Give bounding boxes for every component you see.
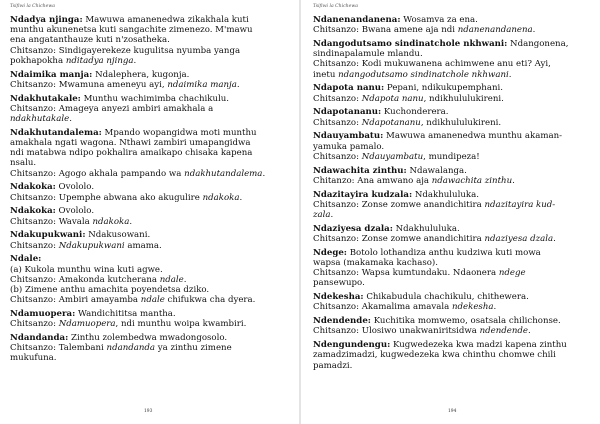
dictionary-entry — [313, 107, 593, 127]
dictionary-entry — [313, 166, 593, 186]
entry-text: Chitsanzo: Kodi mukuwanena achimwene anu eti? Ayi, — [313, 59, 551, 70]
entry-line — [10, 138, 290, 148]
entry-first-line — [10, 309, 290, 319]
entry-text: Zinthu zolembedwa mwadongosolo. — [68, 333, 228, 344]
headword: Ndale: — [10, 254, 42, 265]
example-term: ndekesha — [452, 302, 494, 313]
entry-line — [313, 258, 593, 268]
dictionary-entry — [10, 206, 290, 226]
dictionary-entry — [313, 316, 593, 336]
entry-text: Kuchitika momwemo, osatsala chilichonse. — [370, 316, 561, 327]
example-term: ndandanda — [106, 343, 156, 354]
entry-line — [10, 148, 290, 158]
entry-first-line — [10, 94, 290, 104]
entry-line — [313, 49, 593, 59]
running-head: Tsifiwi la Chichewa — [313, 4, 359, 9]
headword: Ndakupukwani: — [10, 230, 86, 241]
entry-line — [10, 169, 290, 179]
entry-text: Chitsanzo: Zonse zomwe anandichitira — [313, 234, 485, 245]
entry-text: . — [236, 79, 240, 90]
entry-line — [10, 285, 290, 295]
entry-text: Chitsanzo: — [10, 240, 59, 251]
entry-text: munthu akunenetsa kuti sangachite zimenezo. M'mawu — [10, 25, 253, 36]
entry-first-line — [10, 182, 290, 192]
entry-line — [10, 35, 290, 45]
entry-line — [10, 217, 290, 227]
example-term: ndakoka — [202, 192, 240, 203]
entry-text: . — [183, 274, 187, 285]
entry-line — [313, 25, 593, 35]
entry-first-line — [10, 254, 290, 264]
entry-line — [313, 59, 593, 69]
entry-text: mukufuna. — [10, 353, 57, 364]
entry-first-line — [313, 340, 593, 350]
entry-text: . — [133, 55, 137, 66]
entry-line — [10, 343, 290, 353]
dictionary-entry — [313, 83, 593, 103]
example-term: Ndapota nanu — [361, 93, 424, 104]
entry-line — [313, 234, 593, 244]
entry-line — [313, 70, 593, 80]
entry-first-line — [10, 206, 290, 216]
dictionary-entry — [10, 254, 290, 305]
headword: Ndandanda: — [10, 333, 69, 344]
entry-line — [10, 193, 290, 203]
example-term: ndakoka — [92, 216, 130, 227]
example-term: ndale — [140, 295, 165, 306]
headword: Ndakoka: — [10, 206, 56, 217]
entry-first-line — [313, 15, 593, 25]
entry-text: . — [512, 175, 515, 186]
entry-first-line — [10, 333, 290, 343]
entry-line — [10, 158, 290, 168]
dictionary-entry — [10, 70, 290, 90]
entry-text: Pepani, ndikukupemphani. — [384, 83, 503, 94]
entry-line — [10, 319, 290, 329]
entry-text: Chitsanzo: Upemphe abwana ako akugulire — [10, 192, 203, 203]
running-head: Tsifiwi la Chichewa — [10, 4, 56, 9]
example-term: zala — [313, 210, 331, 221]
entry-text: , ndikhululukireni. — [420, 117, 502, 128]
entry-text: Chitsanzo: — [10, 319, 59, 330]
headword: Ndapotananu: — [313, 107, 382, 118]
headword: Ndanenandanena: — [313, 15, 401, 25]
entry-text: Chitsanzo: Zonse zomwe anandichitira — [313, 199, 485, 210]
entry-line — [313, 361, 593, 371]
dictionary-entry — [10, 182, 290, 202]
dictionary-entry — [313, 340, 593, 371]
headword: Ndapota nanu: — [313, 83, 385, 94]
entry-text: (b) Zimene anthu amachita poyendetsa dziko. — [10, 285, 210, 296]
entry-text: , ndikhululukireni. — [423, 93, 504, 104]
dictionary-entries — [10, 15, 290, 367]
entry-text: . — [532, 25, 536, 36]
headword: Ndekesha: — [313, 292, 364, 303]
entry-text: . — [528, 326, 531, 337]
entry-text: Chitsanzo: Agogo akhala pampando wa — [10, 168, 185, 179]
entry-text: . — [508, 69, 512, 80]
example-term: ndawachita zinthu — [431, 175, 513, 186]
dictionary-entry — [10, 15, 290, 66]
entry-text: Chitsanzo: Ulosiwo unakwaniritsidwa — [313, 326, 480, 337]
example-term: ndakhutandalema — [184, 168, 263, 179]
entry-text: zamadzimadzi, kugwedezeka kwa chinthu chomwe chili — [313, 350, 556, 361]
entry-line — [313, 278, 593, 288]
entry-text: pamadzi. — [313, 360, 353, 371]
entry-line — [10, 275, 290, 285]
example-term: Ndapotananu — [361, 117, 421, 128]
entry-first-line — [313, 107, 593, 117]
entry-text: sindinapalamule mlandu. — [313, 49, 423, 60]
entry-text: chifukwa cha dyera. — [164, 295, 256, 306]
headword: Ndakhutandalema: — [10, 127, 102, 138]
entry-first-line — [313, 224, 593, 234]
headword: Ndendende: — [313, 316, 371, 327]
entry-text: Mawuwa amanenedwa zikakhala kuti — [82, 15, 249, 25]
entry-text: Ndakusowani. — [85, 230, 151, 241]
headword: Ndege: — [313, 247, 347, 258]
entry-text: ena angatanthauze kuti n'zosatheka. — [10, 35, 170, 46]
entry-text: Ndakhululuka. — [392, 223, 460, 234]
entry-text: Ndawalanga. — [406, 165, 467, 176]
entry-text: Ndakhululuka. — [412, 189, 479, 200]
example-term: ndakhutakale — [10, 114, 70, 125]
dictionary-entry — [313, 292, 593, 312]
dictionary-entry — [10, 128, 290, 179]
entry-text: Chitsanzo: Akamalima amavala — [313, 302, 452, 313]
left-page — [0, 0, 299, 424]
entry-text: Chitsanzo: Mwamuna ameneyu ayi, — [10, 79, 168, 90]
entry-text: Chitsanzo: — [313, 151, 362, 162]
entry-line — [313, 142, 593, 152]
headword: Ndadya njinga: — [10, 15, 83, 25]
entry-line — [10, 353, 290, 363]
entry-text: Chitsanzo: Ambiri amayamba — [10, 295, 141, 306]
entry-text: (a) Kukola munthu wina kuti agwe. — [10, 264, 163, 275]
entry-text: amakhala ngati wagona. Nthawi zambiri umapangidwa — [10, 138, 251, 149]
dictionary-entry — [313, 15, 593, 35]
right-page — [301, 0, 600, 424]
entry-line — [10, 25, 290, 35]
dictionary-entry — [10, 230, 290, 250]
headword: Ndaimika manja: — [10, 69, 93, 80]
entry-first-line — [313, 248, 593, 258]
entry-text: . — [69, 114, 72, 125]
entry-text: ndi matabwa ndipo pokhalira amaikapo chisaka kapena — [10, 148, 253, 159]
entry-line — [10, 104, 290, 114]
entry-text: Wandichititsa mantha. — [75, 309, 176, 320]
entry-text: Chitanzo: Ana amwano aja — [313, 175, 432, 186]
entry-line — [313, 350, 593, 360]
entry-line — [313, 176, 593, 186]
entry-text: . — [553, 234, 556, 245]
entry-text: nsalu. — [10, 158, 37, 169]
headword: Ndaziyesa dzala: — [313, 223, 393, 234]
example-term: ndaziyesa dzala — [484, 234, 554, 245]
entry-text: ya zinthu zimene — [155, 343, 232, 354]
example-term: ndangodutsamo sindinatchole nkhwani — [338, 69, 509, 80]
entry-line — [10, 265, 290, 275]
entry-first-line — [10, 128, 290, 138]
dictionary-entry — [313, 224, 593, 244]
dictionary-entry — [313, 131, 593, 162]
entry-text: Chitsanzo: Talembani — [10, 343, 107, 354]
entry-first-line — [10, 70, 290, 80]
entry-text: Chikabudula chachikulu, chithewera. — [363, 292, 529, 303]
entry-text: yamuka pamalo. — [313, 141, 385, 152]
entry-first-line — [313, 316, 593, 326]
entry-line — [313, 302, 593, 312]
entry-text: Chitsanzo: Bwana amene aja ndi — [313, 25, 458, 36]
entry-text: Chitsanzo: — [313, 93, 362, 104]
entry-line — [313, 210, 593, 220]
entry-text: . — [129, 216, 133, 227]
entry-text: inetu — [313, 69, 339, 80]
entry-text: , ndi munthu woipa kwambiri. — [115, 319, 247, 330]
entry-text: Kuchonderera. — [381, 107, 449, 118]
entry-first-line — [10, 15, 290, 25]
entry-text: Chitsanzo: Wapsa kumtundaku. Ndaonera — [313, 268, 499, 279]
entry-line — [10, 241, 290, 251]
entry-first-line — [313, 131, 593, 141]
entry-line — [313, 326, 593, 336]
entry-line — [10, 295, 290, 305]
entry-first-line — [313, 166, 593, 176]
entry-line — [10, 114, 290, 124]
entry-text: wapsa (makamaka kachaso). — [313, 258, 439, 269]
entry-line — [313, 118, 593, 128]
entry-text: . — [330, 210, 334, 221]
headword: Ndakoka: — [10, 182, 56, 193]
example-term: ndendende — [479, 326, 529, 337]
entry-text: Ndalephera, kugonja. — [92, 69, 190, 80]
entry-line — [313, 152, 593, 162]
entry-first-line — [313, 190, 593, 200]
entry-text: Ndangonena, — [507, 39, 569, 49]
example-term: ndanenandanena — [457, 25, 533, 36]
dictionary-entry — [313, 39, 593, 80]
example-term: ndaimika manja — [167, 79, 237, 90]
dictionary-entries — [313, 15, 593, 374]
entry-text: pokhapokha — [10, 55, 66, 66]
example-term: ndege — [498, 268, 526, 279]
entry-text: Wosamva za ena. — [400, 15, 478, 25]
page-number: 194 — [448, 409, 457, 414]
entry-text: Mawuwa amanenedwa munthu akaman- — [383, 131, 563, 142]
headword: Ndakhutakale: — [10, 93, 81, 104]
entry-line — [10, 46, 290, 56]
entry-first-line — [10, 230, 290, 240]
entry-text: Chitsanzo: Amageya anyezi ambiri amakhala a — [10, 103, 214, 114]
entry-text: , mundipeza! — [423, 151, 480, 162]
headword: Ndamuopera: — [10, 309, 76, 320]
entry-line — [10, 80, 290, 90]
example-term: ndale — [159, 274, 184, 285]
entry-line — [313, 268, 593, 278]
dictionary-entry — [10, 94, 290, 125]
page-number: 193 — [144, 409, 153, 414]
example-term: ndazitayira kud- — [484, 199, 556, 210]
entry-first-line — [313, 292, 593, 302]
entry-text: Ovololo. — [55, 182, 95, 193]
entry-first-line — [313, 83, 593, 93]
headword: Ndauyambatu: — [313, 131, 384, 142]
entry-line — [313, 94, 593, 104]
example-term: Ndamuopera — [58, 319, 116, 330]
entry-first-line — [313, 39, 593, 49]
dictionary-entry — [10, 309, 290, 329]
entry-text: Chitsanzo: Sindigayerekeze kugulitsa nyumba yanga — [10, 45, 241, 56]
headword: Ndengundengu: — [313, 340, 391, 351]
dictionary-entry — [10, 333, 290, 364]
entry-text: . — [239, 192, 243, 203]
example-term: Ndauyambatu — [361, 151, 424, 162]
entry-text: pansewupo. — [313, 278, 365, 289]
entry-text: Ovololo. — [55, 206, 95, 217]
example-term: nditadya njinga — [65, 55, 134, 66]
entry-text: Botolo lothandiza anthu kudziwa kuti mowa — [346, 247, 541, 258]
example-term: Ndakupukwani — [58, 240, 125, 251]
entry-text: amama. — [124, 240, 162, 251]
headword: Ndawachita zinthu: — [313, 165, 407, 176]
dictionary-entry — [313, 248, 593, 289]
entry-text: . — [262, 168, 266, 179]
entry-line — [313, 200, 593, 210]
entry-text: Kugwedezeka kwa madzi kapena zinthu — [390, 340, 567, 351]
headword: Ndangodutsamo sindinatchole nkhwani: — [313, 39, 508, 49]
dictionary-entry — [313, 190, 593, 221]
entry-text: Chitsanzo: Amakonda kutcherana — [10, 274, 160, 285]
entry-text: . — [493, 302, 497, 313]
entry-text: Chitsanzo: Wavala — [10, 216, 93, 227]
entry-text: Chitsanzo: — [313, 117, 362, 128]
entry-text: Mpando wopangidwa moti munthu — [101, 127, 257, 138]
headword: Ndazitayira kudzala: — [313, 189, 413, 200]
entry-text: Munthu wachimimba chachikulu. — [80, 93, 230, 104]
entry-line — [10, 56, 290, 66]
